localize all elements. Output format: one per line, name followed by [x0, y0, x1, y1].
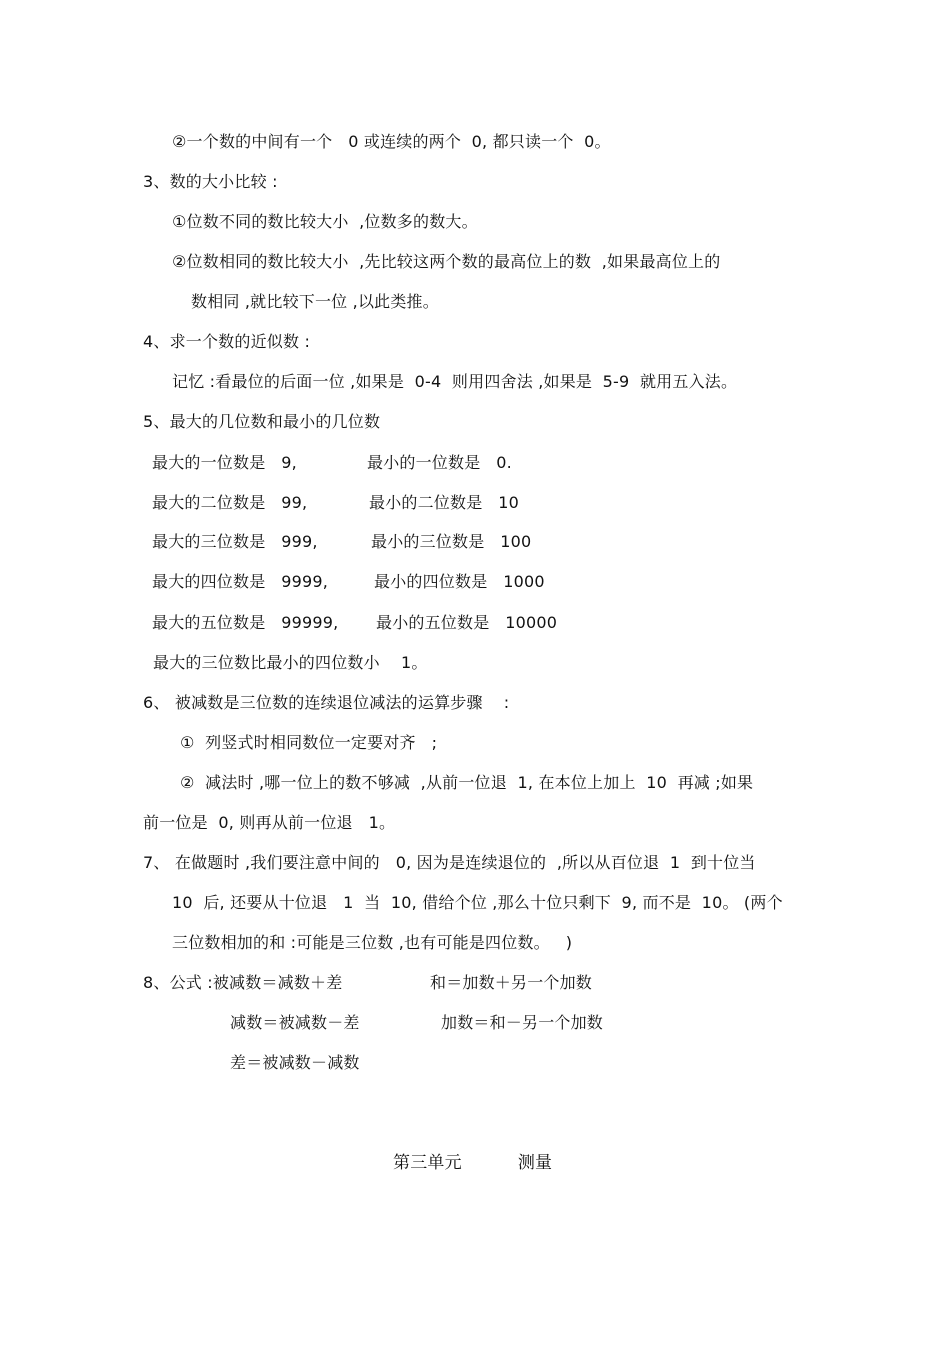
formula-line: 减数＝被减数－差: [230, 1013, 360, 1032]
max-digit-text: 最大的二位数是 99,: [152, 493, 308, 512]
max-digit-text: 最大的一位数是 9,: [152, 453, 297, 472]
unit-title: 第三单元 测量: [393, 1153, 553, 1173]
max-digit-text: 最大的三位数是 999,: [152, 532, 318, 551]
max-digit-text: 最大的五位数是 99999,: [152, 613, 339, 632]
text-line: 数相同 ,就比较下一位 ,以此类推。: [191, 292, 439, 311]
formula-line: 8、公式 :被减数＝减数＋差: [143, 973, 343, 992]
text-line: 前一位是 0, 则再从前一位退 1。: [143, 813, 396, 832]
text-line: ② 减法时 ,哪一位上的数不够减 ,从前一位退 1, 在本位上加上 10 再减 ;如果: [180, 773, 754, 792]
min-digit-text: 最小的二位数是 10: [369, 493, 520, 512]
section-heading-6: 6、 被减数是三位数的连续退位减法的运算步骤 :: [143, 693, 510, 712]
text-line: ①位数不同的数比较大小 ,位数多的数大。: [172, 212, 478, 231]
formula-line: 差＝被减数－减数: [230, 1053, 360, 1072]
text-line: 最大的三位数比最小的四位数小 1。: [153, 653, 428, 672]
formula-line: 加数＝和－另一个加数: [441, 1013, 604, 1032]
min-digit-text: 最小的一位数是 0.: [367, 453, 512, 472]
text-line: 记忆 :看最位的后面一位 ,如果是 0-4 则用四舍法 ,如果是 5-9 就用五入法。: [172, 372, 738, 391]
text-line: ① 列竖式时相同数位一定要对齐 ;: [180, 733, 438, 752]
text-line: 10 后, 还要从十位退 1 当 10, 借给个位 ,那么十位只剩下 9, 而不是 10。 (两个: [172, 893, 783, 912]
min-digit-text: 最小的五位数是 10000: [376, 613, 558, 632]
section-heading-3: 3、数的大小比较 :: [143, 172, 278, 191]
text-line: ②一个数的中间有一个 0 或连续的两个 0, 都只读一个 0。: [172, 132, 611, 151]
section-heading-4: 4、求一个数的近似数 :: [143, 332, 311, 351]
section-heading-7: 7、 在做题时 ,我们要注意中间的 0, 因为是连续退位的 ,所以从百位退 1 到十位当: [143, 853, 756, 872]
min-digit-text: 最小的四位数是 1000: [374, 572, 545, 591]
min-digit-text: 最小的三位数是 100: [371, 532, 532, 551]
text-line: 三位数相加的和 :可能是三位数 ,也有可能是四位数。 ): [172, 933, 573, 952]
section-heading-5: 5、最大的几位数和最小的几位数: [143, 412, 381, 431]
formula-line: 和＝加数＋另一个加数: [430, 973, 593, 992]
max-digit-text: 最大的四位数是 9999,: [152, 572, 329, 591]
text-line: ②位数相同的数比较大小 ,先比较这两个数的最高位上的数 ,如果最高位上的: [172, 252, 721, 271]
